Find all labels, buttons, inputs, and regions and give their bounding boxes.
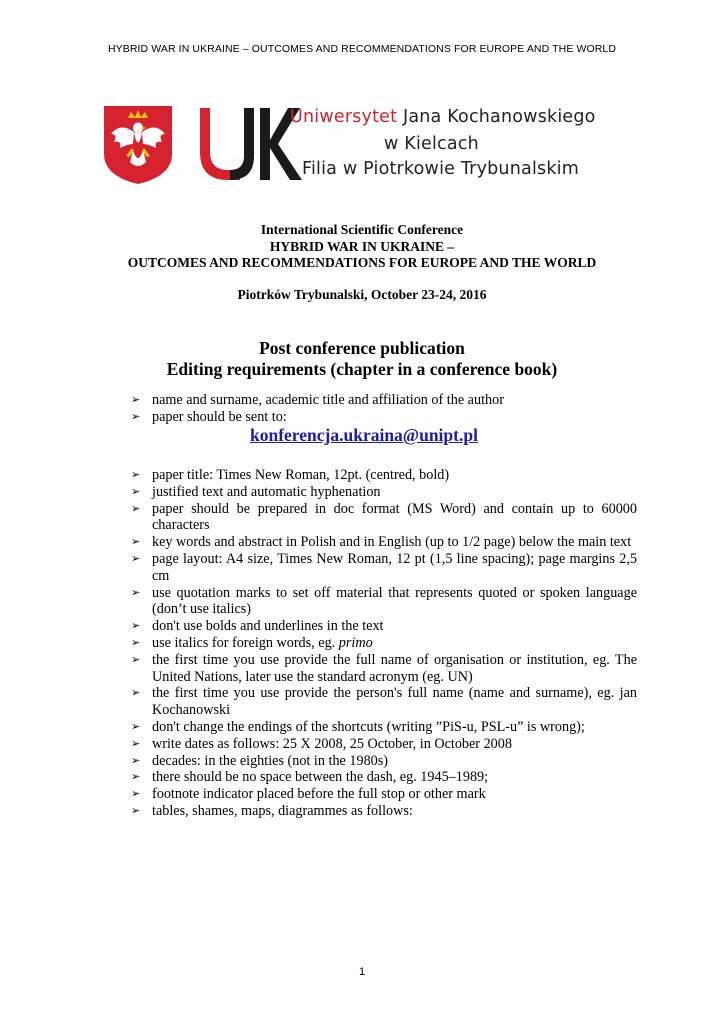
- list-item: ➢ there should be no space between the dash, eg. 1945–1989;: [131, 769, 489, 786]
- bullet-arrow-icon: ➢: [131, 484, 141, 498]
- conference-title: HYBRID WAR IN UKRAINE –: [269, 238, 455, 254]
- bullet-arrow-icon: ➢: [131, 803, 141, 817]
- list-item: ➢ decades: in the eighties (not in the 1980s): [131, 752, 389, 769]
- bullet-arrow-icon: ➢: [131, 409, 141, 423]
- requirements-list: [131, 467, 637, 820]
- bullet-arrow-icon: ➢: [131, 753, 141, 767]
- conference-subtitle: OUTCOMES AND RECOMMENDATIONS FOR EUROPE AND THE WORLD: [127, 255, 597, 270]
- conference-heading: [0, 222, 724, 272]
- bullet-arrow-icon: ➢: [131, 468, 141, 481]
- logo-jana-kochanowskiego: Jana Kochanowskiego: [402, 107, 596, 127]
- list-item: ➢ tables, shames, maps, diagrammes as follows:: [131, 802, 413, 819]
- bullet-arrow-icon: ➢: [131, 501, 141, 515]
- bullet-arrow-icon: ➢: [131, 652, 141, 666]
- list-item: ➢ write dates as follows: 25 X 2008, 25 October, in October 2008: [131, 735, 512, 752]
- publication-heading: [0, 338, 724, 380]
- logo-line-3: Filia w Piotrkowie Trybunalskim: [302, 159, 579, 179]
- bullet-arrow-icon: ➢: [131, 719, 141, 733]
- list-item: ➢ use italics for foreign words, eg. primo: [131, 634, 373, 651]
- bullet-arrow-icon: ➢: [131, 393, 141, 406]
- ujk-mark-icon: [200, 108, 302, 180]
- bullet-arrow-icon: ➢: [131, 551, 141, 565]
- list-item: ➢ paper should be prepared in doc format (MS Word) and contain up to 60000 characters: [131, 500, 637, 534]
- bullet-arrow-icon: ➢: [131, 535, 141, 549]
- page-number: 1: [358, 966, 366, 978]
- bullet-arrow-icon: ➢: [131, 736, 141, 750]
- list-item: ➢ paper should be sent to:: [131, 408, 287, 425]
- conference-type: International Scientific Conference: [260, 222, 464, 237]
- email-link[interactable]: konferencja.ukraina@unipt.pl: [250, 425, 478, 445]
- list-item: ➢ justified text and automatic hyphenation: [131, 483, 381, 500]
- list-item: ➢ key words and abstract in Polish and in English (up to 1/2 page) below the main text: [131, 534, 632, 551]
- list-item: ➢ don't change the endings of the shortcuts (writing ”PiS-u, PSL-u” is wrong);: [131, 718, 585, 735]
- bullet-arrow-icon: ➢: [131, 635, 141, 649]
- list-item: ➢ footnote indicator placed before the full stop or other mark: [131, 786, 486, 803]
- list-item: ➢ paper title: Times New Roman, 12pt. (centred, bold): [131, 467, 450, 483]
- coat-of-arms-icon: [104, 106, 172, 184]
- logo-uniwersytet: Uniwersytet: [290, 107, 398, 127]
- logo-line-1: [290, 107, 596, 127]
- bullet-arrow-icon: ➢: [131, 787, 141, 801]
- bullet-arrow-icon: ➢: [131, 619, 141, 633]
- place-date: Piotrków Trybunalski, October 23-24, 2016: [237, 287, 487, 302]
- running-header: HYBRID WAR IN UKRAINE – OUTCOMES AND RECOMMENDATIONS FOR EUROPE AND THE WORLD: [107, 43, 617, 55]
- logo-line-2: w Kielcach: [384, 134, 479, 154]
- publication-title: Post conference publication: [259, 338, 465, 358]
- italic-example: primo: [338, 634, 373, 651]
- list-item: ➢ don't use bolds and underlines in the text: [131, 618, 384, 635]
- list-item: ➢ the first time you use provide the full name of organisation or institution, eg. The United Nations, later use the standard acronym (eg. UN): [131, 651, 637, 685]
- bullet-arrow-icon: ➢: [131, 770, 141, 784]
- university-logo: [102, 104, 632, 186]
- list-item: ➢ name and surname, academic title and affiliation of the author: [131, 392, 504, 408]
- bullet-arrow-icon: ➢: [131, 585, 141, 599]
- publication-subtitle: Editing requirements (chapter in a conference book): [166, 359, 558, 379]
- list-item: ➢ the first time you use provide the person's full name (name and surname), eg. jan Kochanowski: [131, 685, 637, 719]
- author-info-list: [131, 392, 637, 426]
- bullet-arrow-icon: ➢: [131, 686, 141, 700]
- list-item: ➢ page layout: A4 size, Times New Roman, 12 pt (1,5 line spacing); page margins 2,5 cm: [131, 550, 637, 584]
- list-item: ➢ use quotation marks to set off material that represents quoted or spoken language (don’t use italics): [131, 584, 637, 618]
